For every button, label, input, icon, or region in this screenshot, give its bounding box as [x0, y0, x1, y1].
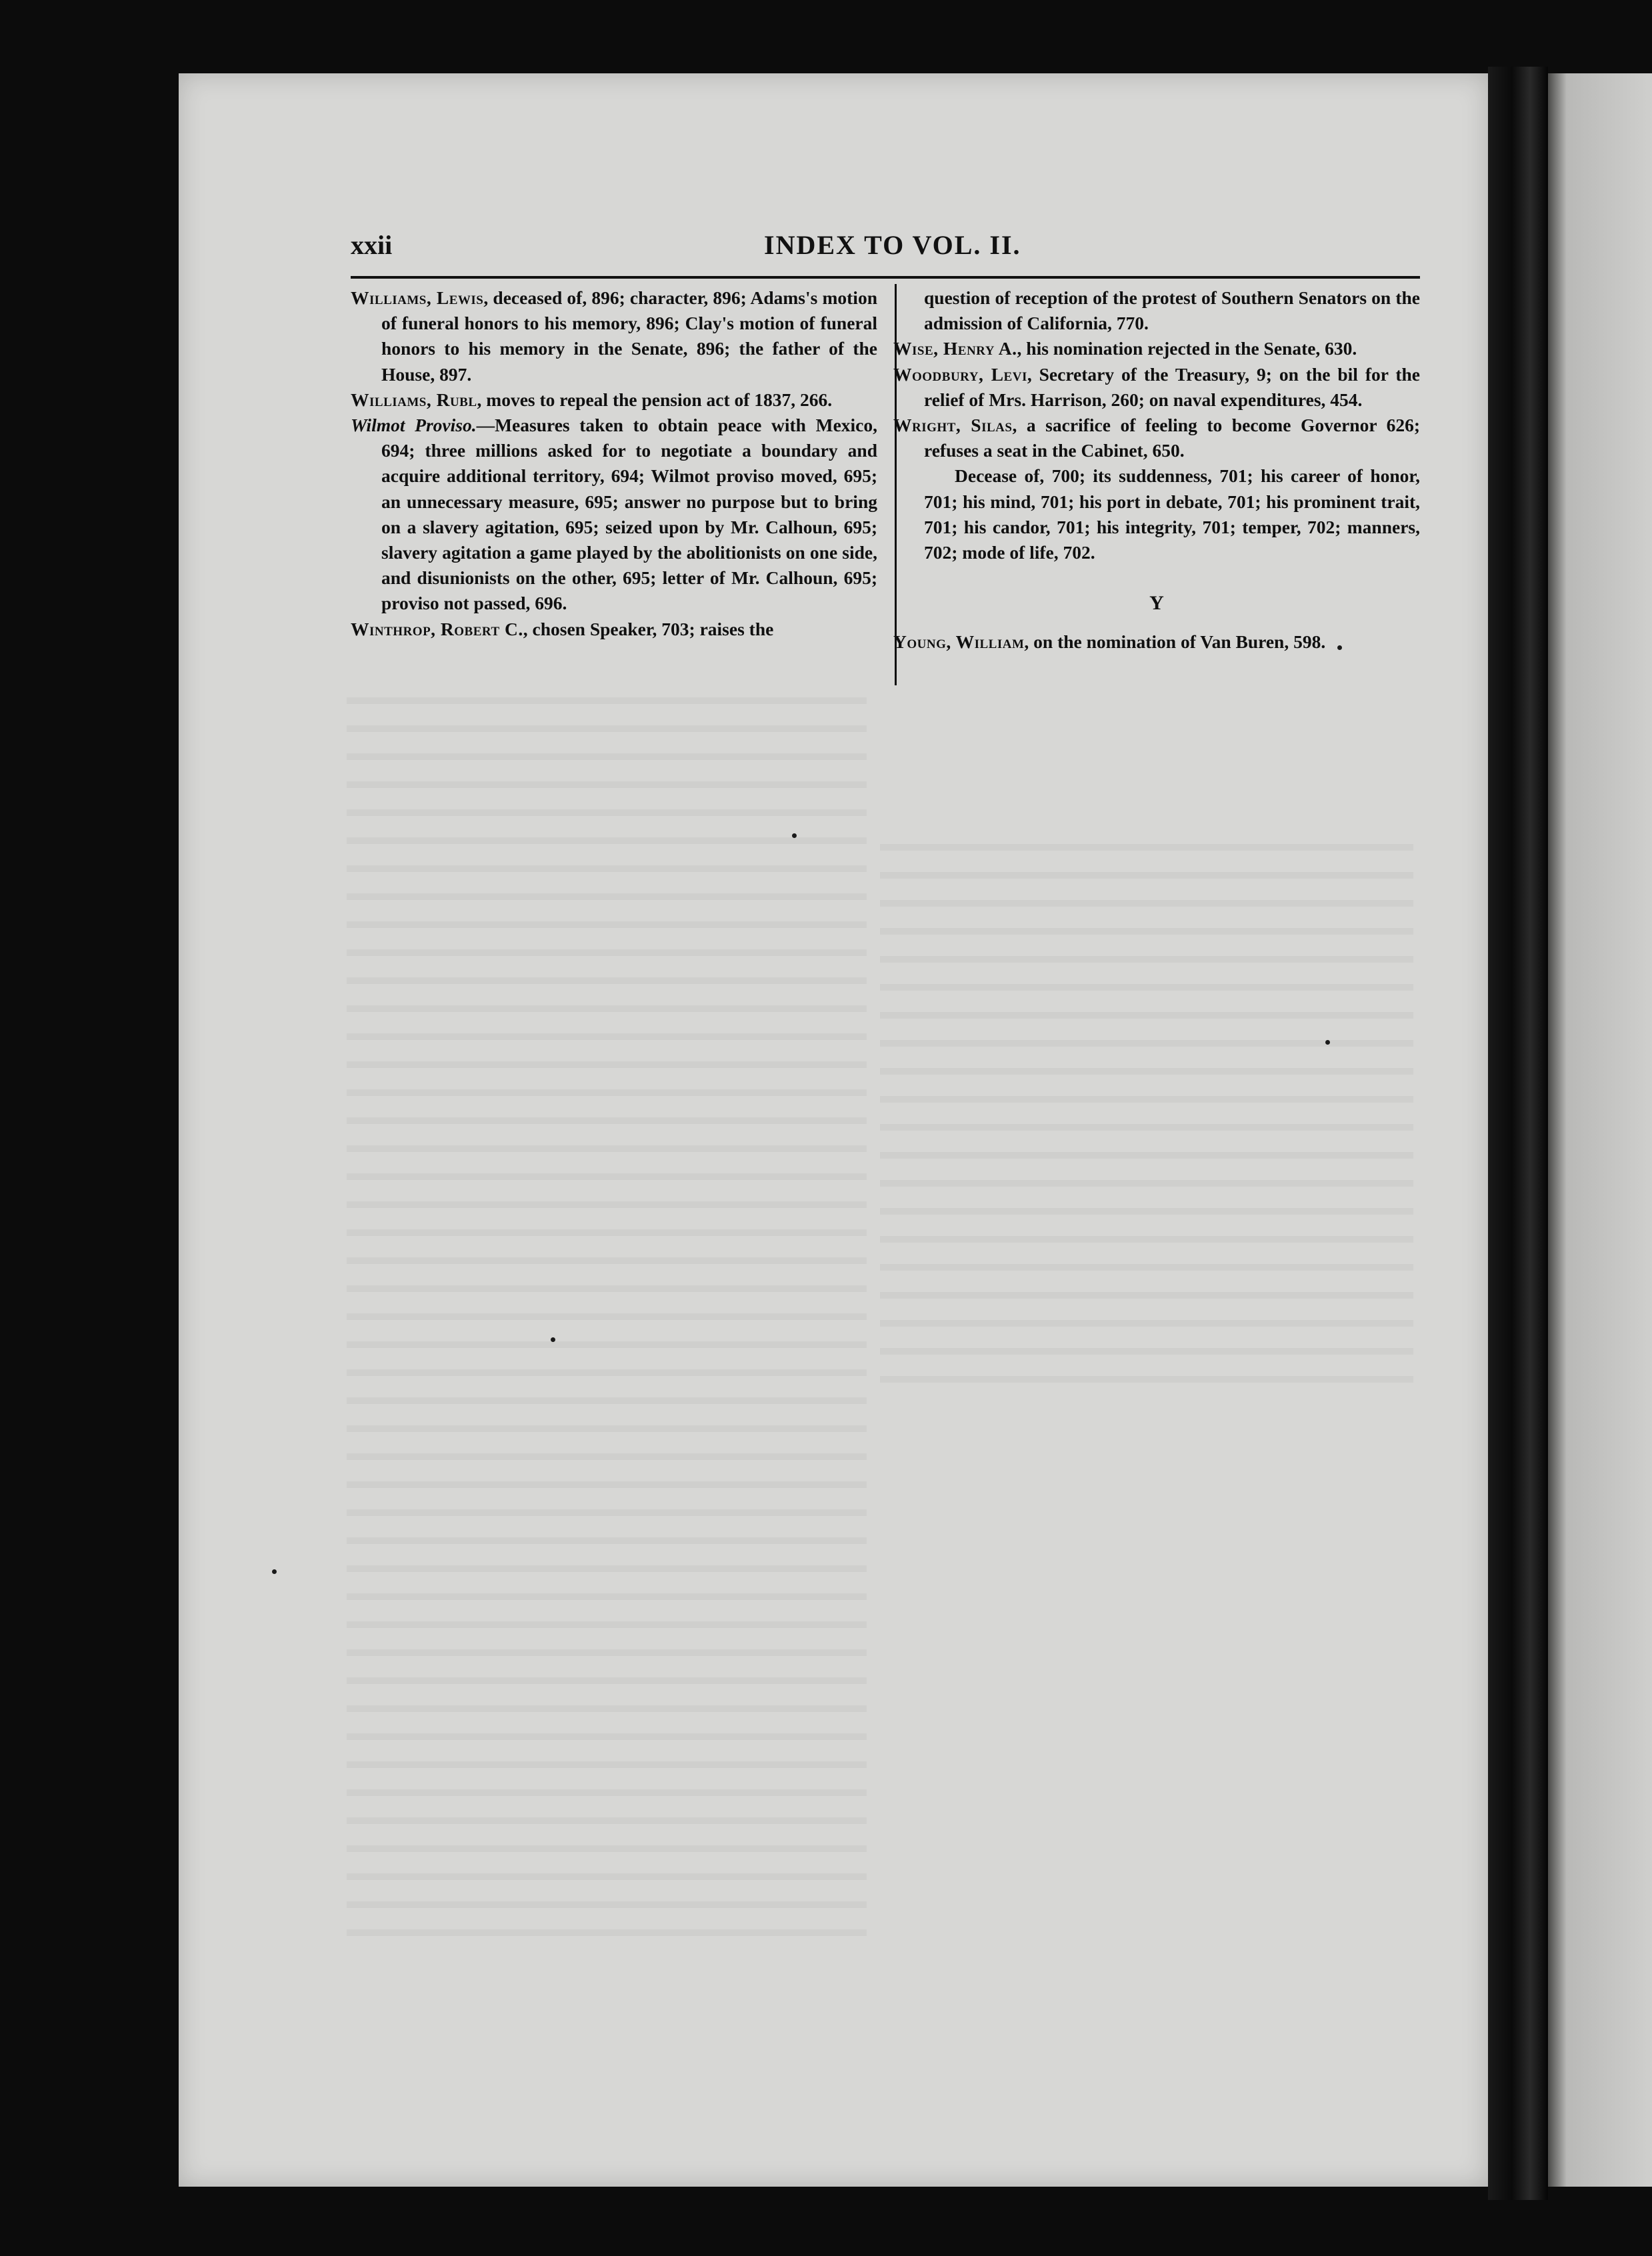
left-column [351, 285, 877, 642]
entry-text: , on the nomination of Van Buren, 598. [1024, 631, 1326, 653]
entry-heading: Williams, Rubl [351, 389, 477, 410]
index-entry [351, 387, 877, 413]
page-header [351, 229, 1419, 269]
running-title: INDEX TO VOL. II. [764, 230, 1021, 260]
bleed-through-text-left [347, 680, 867, 1947]
header-rule [351, 276, 1420, 279]
entry-text: , deceased of, 896; character, 896; Adams's motion of funeral honors to his memory, 896; Clay's motion of funeral honors to his memory in the Senate, 896; the father of the House, 897. [381, 287, 877, 385]
entry-text: —Measures taken to obtain peace with Mexico, 694; three millions asked for to negotiate a boundary and acquire additional territory, 694; Wilmot proviso moved, 695; an unnecessary measure, 695; answer no purpose but to bring on a slavery agitation, 695; seized upon by Mr. Calhoun, 695; slavery agitation a game played by the abolitionists on one side, and disunionists on the other, 695; letter of Mr. Calhoun, 695; proviso not passed, 696. [381, 415, 877, 614]
index-entry [351, 413, 877, 617]
index-entry [893, 413, 1420, 463]
print-speck [272, 1569, 277, 1574]
print-speck [1325, 1040, 1330, 1045]
print-speck [1337, 645, 1342, 650]
index-entry [893, 336, 1420, 361]
entry-text: , chosen Speaker, 703; raises the [523, 618, 774, 639]
book-spine [1488, 67, 1548, 2200]
index-entry [893, 629, 1420, 655]
entry-heading: Young, William [893, 631, 1025, 653]
entry-heading: Williams, Lewis [351, 287, 484, 308]
entry-text: , his nomination rejected in the Senate, 630. [1017, 338, 1357, 359]
entry-text: , Secretary of the Treasury, 9; on the bil for the relief of Mrs. Harrison, 260; on naval expenditures, 454. [924, 363, 1420, 410]
entry-text: , a sacrifice of feeling to become Governor 626; refuses a seat in the Cabinet, 650. [924, 415, 1420, 461]
entry-heading: Wise, Henry A. [893, 338, 1017, 359]
entry-subparagraph: Decease of, 700; its suddenness, 701; his career of honor, 701; his mind, 701; his port in debate, 701; his prominent trait, 701; his candor, 701; his integrity, 701; temper, 702; manners, 702; mode of life, 702. [924, 465, 1420, 563]
entry-heading: Winthrop, Robert C. [351, 618, 523, 639]
print-speck [792, 833, 797, 838]
entry-heading: Woodbury, Levi [893, 363, 1027, 385]
index-entry [351, 285, 877, 387]
entry-heading: Wright, Silas [893, 415, 1013, 436]
page-number: xxii [351, 230, 393, 260]
index-entry [351, 617, 877, 642]
entry-continuation: question of reception of the protest of Southern Senators on the admission of California, 770. [924, 287, 1420, 334]
index-entry [893, 362, 1420, 413]
entry-text: , moves to repeal the pension act of 1837, 266. [477, 389, 833, 410]
facing-page-edge [1548, 73, 1652, 2187]
bleed-through-text-right [880, 827, 1413, 1400]
right-column [893, 285, 1420, 655]
print-speck [551, 1337, 555, 1342]
section-letter: Y [1149, 592, 1164, 615]
entry-heading: Wilmot Proviso. [351, 415, 477, 436]
